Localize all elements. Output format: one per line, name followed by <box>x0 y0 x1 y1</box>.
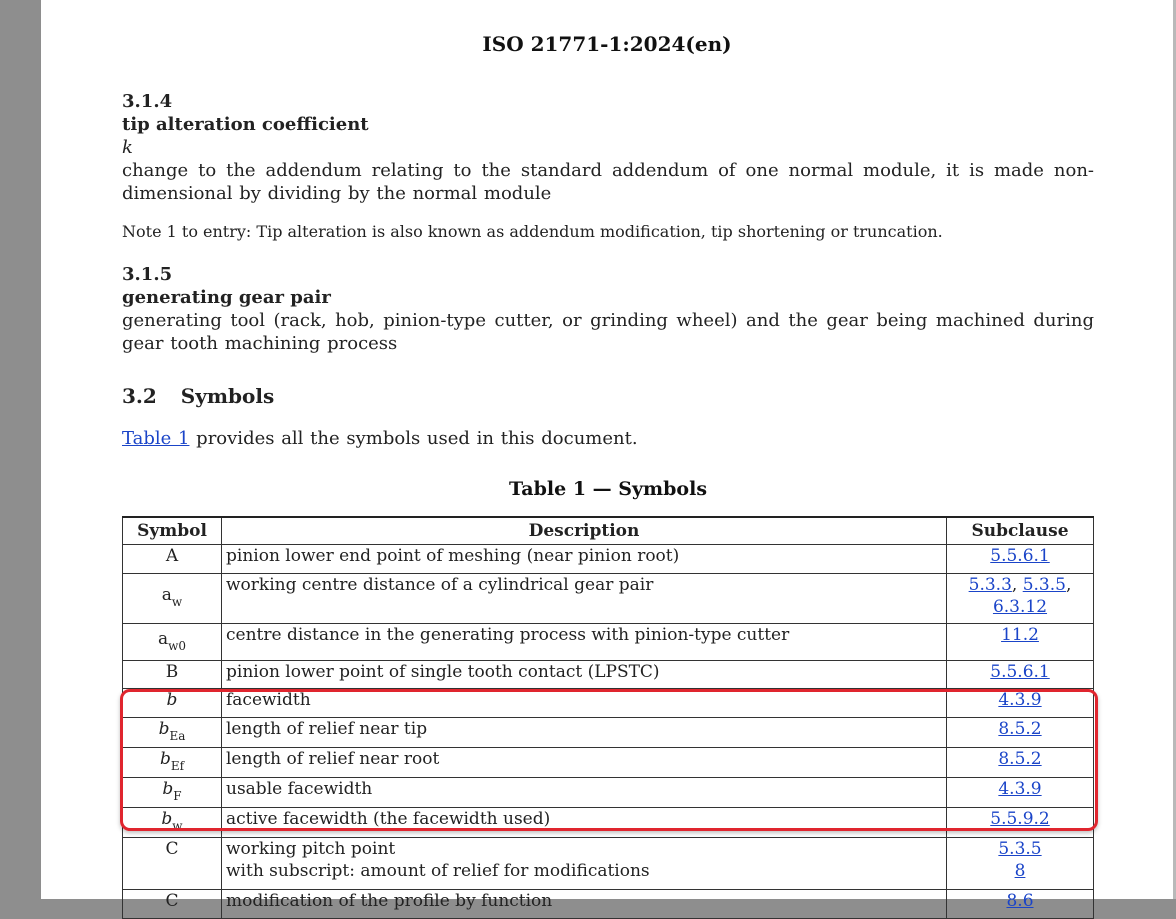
table-row <box>123 689 1094 718</box>
description-cell: active facewidth (the facewidth used) <box>222 808 947 838</box>
subclause-link[interactable]: 5.3.5 <box>1022 575 1066 595</box>
table-row <box>123 748 1094 778</box>
subclause-link[interactable]: 8 <box>1014 861 1026 881</box>
entry-3-1-5 <box>122 263 1094 355</box>
subclause-cell <box>947 545 1094 574</box>
symbol-cell: $a_{w0}$ <box>123 624 222 661</box>
subclause-link[interactable]: 11.2 <box>1001 625 1039 645</box>
description-cell: modification of the profile by function <box>222 890 947 919</box>
description-cell: working pitch point with subscript: amount of relief for modifications <box>222 838 947 890</box>
table-row <box>123 838 1094 890</box>
symbol-cell: $b_{Ea}$ <box>123 718 222 748</box>
subclause-link[interactable]: 5.5.6.1 <box>990 546 1050 566</box>
entry-number: 3.1.5 <box>122 264 173 285</box>
table-header-row <box>123 517 1094 545</box>
subclause-cell <box>947 748 1094 778</box>
subclause-cell <box>947 661 1094 689</box>
subclause-cell <box>947 808 1094 838</box>
table-row <box>123 624 1094 661</box>
table-1-link[interactable]: Table 1 <box>122 428 190 449</box>
description-cell: working centre distance of a cylindrical gear pair <box>222 574 947 624</box>
table-row <box>123 778 1094 808</box>
entry-definition: change to the addendum relating to the standard addendum of one normal module, it is made non-dimensional by dividing by the normal module <box>122 160 1094 204</box>
document-title: ISO 21771-1:2024(en) <box>482 32 732 56</box>
symbol-cell: $b_{Ef}$ <box>123 748 222 778</box>
section-number: 3.2 <box>122 384 157 408</box>
symbol-cell: $b_w$ <box>123 808 222 838</box>
document-page <box>41 0 1173 911</box>
description-cell: usable facewidth <box>222 778 947 808</box>
subclause-cell <box>947 689 1094 718</box>
entry-term: generating gear pair <box>122 287 331 308</box>
table-row <box>123 718 1094 748</box>
subclause-link[interactable]: 5.3.5 <box>998 839 1042 859</box>
subclause-cell <box>947 838 1094 890</box>
symbol-cell: b <box>123 689 222 718</box>
description-cell: facewidth <box>222 689 947 718</box>
table-caption: Table 1 — Symbols <box>508 478 708 500</box>
symbol-cell: C <box>123 890 222 919</box>
subclause-link[interactable]: 4.3.9 <box>998 779 1042 799</box>
entry-note: Note 1 to entry: Tip alteration is also known as addendum modification, tip shortening or truncation. <box>122 222 943 241</box>
description-cell: pinion lower point of single tooth contact (LPSTC) <box>222 661 947 689</box>
symbol-cell: $b_F$ <box>123 778 222 808</box>
column-header-description: Description <box>222 517 947 545</box>
description-cell: centre distance in the generating process with pinion-type cutter <box>222 624 947 661</box>
entry-number: 3.1.4 <box>122 91 173 112</box>
subclause-cell <box>947 890 1094 919</box>
table-row <box>123 808 1094 838</box>
section-intro-text: provides all the symbols used in this document. <box>189 428 638 449</box>
column-header-subclause: Subclause <box>947 517 1094 545</box>
symbols-table <box>122 516 1094 919</box>
entry-symbol: k <box>122 137 133 158</box>
section-intro <box>122 427 1094 450</box>
description-cell: pinion lower end point of meshing (near pinion root) <box>222 545 947 574</box>
subclause-link[interactable]: 5.3.3 <box>968 575 1012 595</box>
table-row <box>123 545 1094 574</box>
table-row <box>123 574 1094 624</box>
symbol-cell: C <box>123 838 222 890</box>
symbol-cell: A <box>123 545 222 574</box>
description-cell: length of relief near root <box>222 748 947 778</box>
subclause-link[interactable]: 8.5.2 <box>998 749 1042 769</box>
subclause-cell <box>947 718 1094 748</box>
subclause-link[interactable]: 8.5.2 <box>998 719 1042 739</box>
entry-definition: generating tool (rack, hob, pinion-type cutter, or grinding wheel) and the gear being machined during gear tooth machining process <box>122 310 1094 354</box>
subclause-link[interactable]: 6.3.12 <box>992 597 1048 617</box>
subclause-link[interactable]: 5.5.9.2 <box>990 809 1050 829</box>
subclause-link[interactable]: 8.6 <box>1006 891 1034 911</box>
table-row <box>123 890 1094 919</box>
subclause-link[interactable]: 4.3.9 <box>998 690 1042 710</box>
section-heading <box>122 384 1094 408</box>
subclause-cell <box>947 778 1094 808</box>
symbol-cell: B <box>123 661 222 689</box>
entry-3-1-4 <box>122 90 1094 242</box>
description-cell: length of relief near tip <box>222 718 947 748</box>
table-row <box>123 661 1094 689</box>
subclause-link[interactable]: 5.5.6.1 <box>990 662 1050 682</box>
symbol-cell: $a_w$ <box>123 574 222 624</box>
subclause-cell <box>947 624 1094 661</box>
entry-term: tip alteration coefficient <box>122 114 369 135</box>
section-title: Symbols <box>180 384 275 408</box>
column-header-symbol: Symbol <box>123 517 222 545</box>
subclause-cell: 5.3.3, 5.3.5, 6.3.12 <box>947 574 1094 624</box>
